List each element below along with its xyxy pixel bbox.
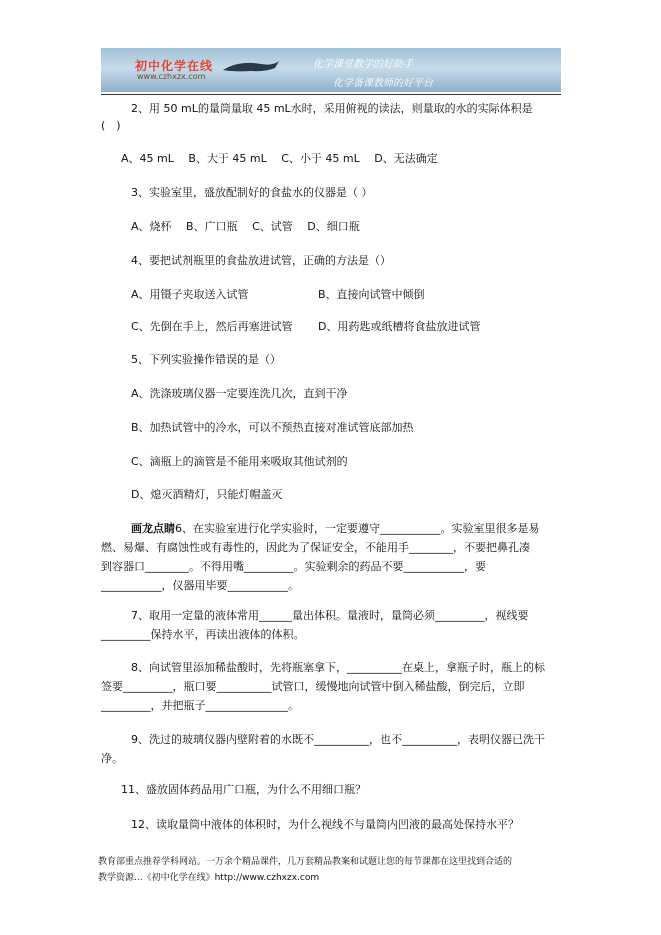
q2-stem-line2: ( ) [101,119,121,132]
q4-stem: 4、要把试剂瓶里的食盐放进试管，正确的方法是（） [131,254,391,267]
q6-line3: 到容器口________。不得用嘴_________。实验剩余的药品不要___________，要 [101,560,486,573]
q5-option-d: D、熄灭酒精灯，只能灯帽盖灭 [131,488,283,501]
q2-stem-line1: 2、用 50 mL的量筒量取 45 mL水时，采用俯视的读法，则量取的水的实际体积是 [131,102,533,115]
q6-line2: 燃、易爆、有腐蚀性或有毒性的，因此为了保证安全，不能用手________，不要把鼻孔凑 [101,541,530,554]
q7-line1: 7、取用一定量的液体常用______量出体积。量液时，量筒必须_________，视线要 [131,609,529,622]
site-logo: 初中化学在线 [135,59,214,73]
q6-line1 [131,522,540,536]
q9-line2: 净。 [101,752,123,765]
footer-prefix: 教学资源...《初中化学在线》 [98,873,215,883]
q3-stem: 3、实验室里，盛放配制好的食盐水的仪器是（ ） [131,186,373,199]
banner-slogan-1: 化学课堂教学的好助手 [313,59,413,70]
q8-line2: 签要_________，瓶口要__________试管口，缓慢地向试管中倒入稀盐酸，倒完后，立即 [101,680,525,693]
q5-stem: 5、下列实验操作错误的是（） [131,353,281,366]
q11-stem: 11、盛放固体药品用广口瓶，为什么不用细口瓶？ [121,783,366,796]
header-banner [101,48,561,92]
footer-url[interactable]: http://www.czhxzx.com [214,873,320,883]
q7-line2: _________保持水平，再读出液体的体积。 [101,628,305,641]
q8-line1: 8、向试管里添加稀盐酸时，先将瓶塞拿下，__________在桌上，拿瓶子时，瓶上的标 [131,661,545,674]
q6-highlight: 画龙点睛 [131,522,175,535]
dolphin-icon [221,58,281,76]
q5-option-a: A、洗涤玻璃仪器一定要连洗几次，直到干净 [131,387,348,400]
banner-slogan-2: 化学备课教师的好平台 [333,78,433,89]
q4-option-c: C、先倒在手上，然后再塞进试管 [131,320,293,333]
q3-options: A、烧杯 B、广口瓶 C、试管 D、细口瓶 [131,220,360,233]
footer-line1: 教育部重点推荐学科网站。一万余个精品课件，几万套精品教案和试题让您的每节课都在这里找到合适的 [98,857,513,867]
q8-line3: _________，并把瓶子_______________。 [101,699,299,712]
footer-line2 [98,870,319,883]
q6-line1-text: 6、在实验室进行化学实验时，一定要遵守___________。实验室里很多是易 [175,522,540,535]
q6-line4: ___________，仪器用毕要___________。 [101,579,299,592]
header-divider [101,94,561,95]
q5-option-b: B、加热试管中的冷水，可以不预热直接对准试管底部加热 [131,421,414,434]
q4-option-b: B、直接向试管中倾倒 [318,288,425,301]
q4-option-d: D、用药匙或纸槽将食盐放进试管 [318,320,481,333]
site-url: www.czhxzx.com [137,72,206,81]
q2-options: A、45 mL B、大于 45 mL C、小于 45 mL D、无法确定 [121,152,438,165]
q9-line1: 9、洗过的玻璃仪器内壁附着的水既不__________，也不__________，表明仪器已洗干 [131,733,545,746]
q4-option-a: A、用镊子夹取送入试管 [131,288,249,301]
q12-stem: 12、读取量筒中液体的体积时，为什么视线不与量筒内凹液的最高处保持水平？ [131,818,519,831]
q5-option-c: C、滴瓶上的滴管是不能用来吸取其他试剂的 [131,455,348,468]
